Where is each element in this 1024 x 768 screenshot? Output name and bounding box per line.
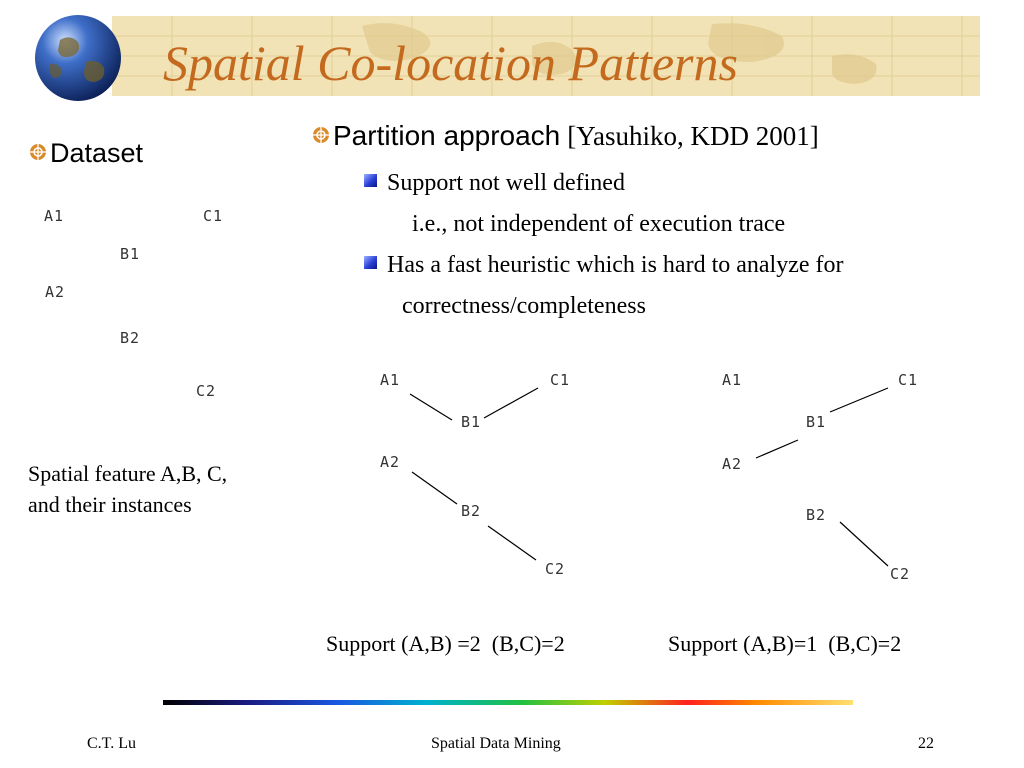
node-label: B2 [806, 506, 827, 524]
rainbow-divider [163, 700, 853, 705]
footer-course: Spatial Data Mining [431, 735, 561, 752]
bullet-text: correctness/completeness [402, 293, 646, 319]
node-label: B1 [806, 413, 827, 431]
node-label: C1 [898, 371, 919, 389]
bullet-text: i.e., not independent of execution trace [412, 211, 786, 237]
point-label: C1 [203, 207, 224, 225]
node-label: A2 [380, 453, 401, 471]
node-label: C2 [545, 560, 566, 578]
partition-diagram-2 [700, 360, 940, 590]
crosshair-bullet-icon [29, 143, 47, 161]
partition-heading-text: Partition approach [333, 120, 561, 151]
point-label: B2 [120, 329, 141, 347]
edge-a2-b1 [756, 440, 798, 458]
edge-b1-c1 [830, 388, 888, 412]
node-label: C1 [550, 371, 571, 389]
point-label: A1 [44, 207, 65, 225]
edge-b2-c2 [488, 526, 536, 560]
edge-b1-c1 [484, 388, 538, 418]
globe-icon [30, 12, 126, 102]
crosshair-bullet-icon [312, 126, 330, 144]
edge-a2-b2 [412, 472, 457, 504]
partition-heading-ref: [Yasuhiko, KDD 2001] [567, 121, 819, 151]
edge-a1-b1 [410, 394, 452, 420]
support-caption-1: Support (A,B) =2 (B,C)=2 [326, 631, 565, 656]
dataset-caption: and their instances [28, 492, 192, 517]
point-label: B1 [120, 245, 141, 263]
node-label: A2 [722, 455, 743, 473]
dataset-heading: Dataset [50, 138, 144, 168]
square-bullet-icon [364, 256, 377, 269]
node-label: C2 [890, 565, 911, 583]
point-label: A2 [45, 283, 66, 301]
node-label: B2 [461, 502, 482, 520]
square-bullet-icon [364, 174, 377, 187]
dataset-caption: Spatial feature A,B, C, [28, 461, 228, 486]
slide-title: Spatial Co-location Patterns [163, 35, 738, 91]
point-label: C2 [196, 382, 217, 400]
footer-author: C.T. Lu [87, 735, 137, 752]
node-label: A1 [722, 371, 743, 389]
edge-b2-c2 [840, 522, 888, 566]
bullet-text: Has a fast heuristic which is hard to analyze for [387, 252, 844, 278]
partition-diagram-1 [360, 360, 600, 590]
node-label: B1 [461, 413, 482, 431]
partition-heading [333, 122, 819, 151]
page-number: 22 [918, 735, 934, 752]
node-label: A1 [380, 371, 401, 389]
bullet-text: Support not well defined [387, 170, 625, 196]
support-caption-2: Support (A,B)=1 (B,C)=2 [668, 631, 902, 656]
